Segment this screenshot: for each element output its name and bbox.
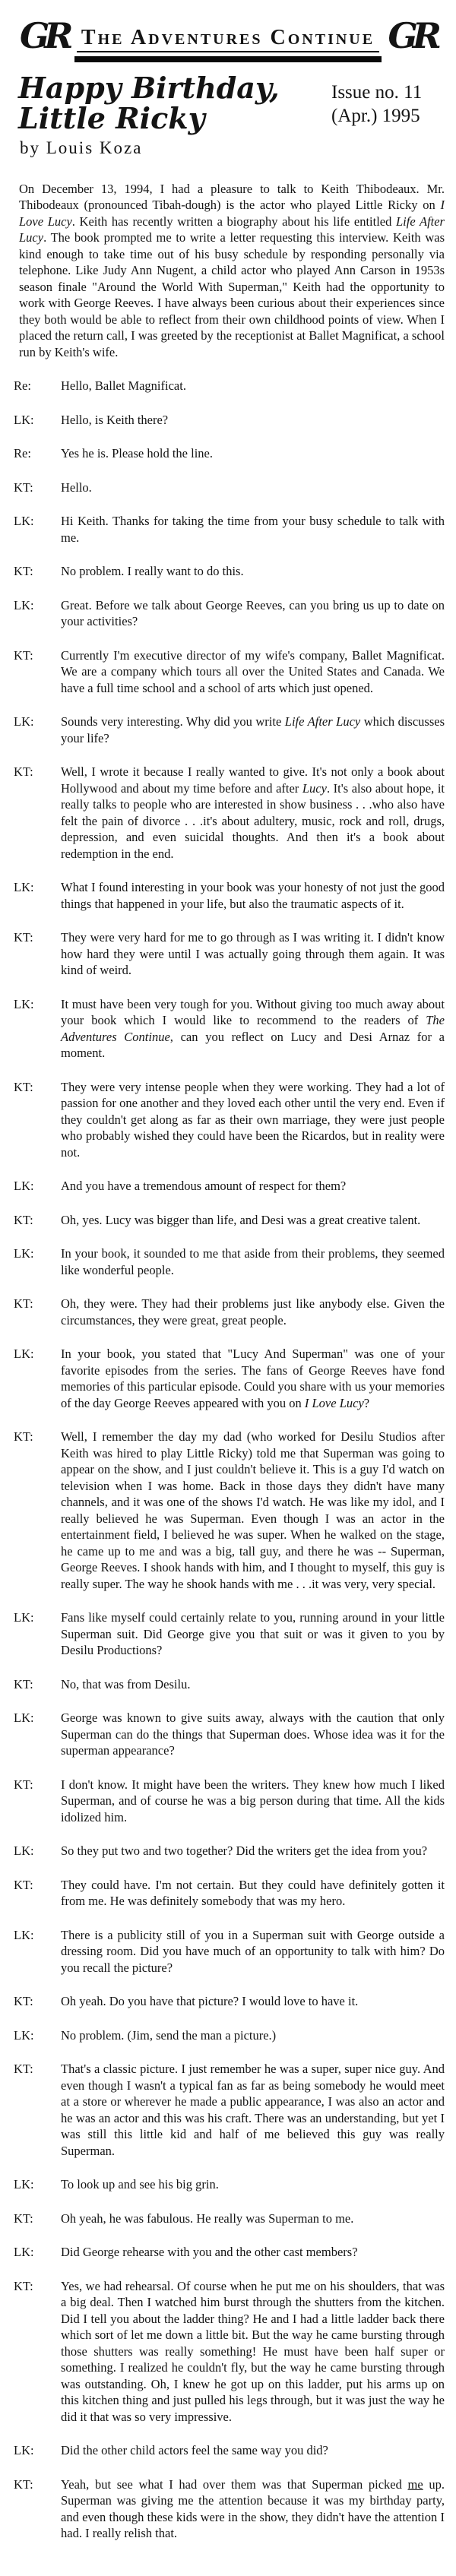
dialogue-entry (0, 2210, 456, 2227)
speaker-label: LK: (14, 2443, 34, 2458)
speaker-label: KT: (14, 1079, 33, 1094)
utterance-text: To look up and see his big grin. (61, 2177, 219, 2192)
newsletter-title: The Adventures Continue (77, 27, 379, 52)
speaker-label: KT: (14, 2062, 33, 2077)
utterance-text: Did the other child actors feel the same way you did? (61, 2443, 328, 2458)
speaker-label: LK: (14, 1246, 34, 1261)
utterance-text: Yes he is. Please hold the line. (61, 446, 213, 461)
speaker-label: KT: (14, 1212, 33, 1227)
utterance-text: Currently I'm executive director of my wife's company, Ballet Magnificat. We are a company which tours all over the United States and Canada. We have a full time school and a school of arts which just opened. (61, 647, 445, 695)
dialogue-entry (0, 1079, 456, 1161)
issue-number: Issue no. 11 (331, 82, 423, 103)
speaker-label: LK: (14, 996, 34, 1011)
speaker-label: KT: (14, 2278, 33, 2293)
speaker-label: KT: (14, 1877, 33, 1892)
speaker-label: LK: (14, 1927, 34, 1942)
title-rule (74, 56, 382, 62)
speaker-label: KT: (14, 647, 33, 663)
utterance-text: Yes, we had rehearsal. Of course when he put me on his shoulders, that was a big deal. Then I watched him burst through the shutters from the kitchen. Did I tell you about the ladder thing? He and I had a little ladder back there which sort of let me down a little bit. But the way he came bursting through those shutters was really something! He must have been half super or something. I realized he couldn't fly, but the way he came bursting through was outstanding. Oh, I knew he got up on this ladder, put his arms up on this kitchen thing and just pulled his legs through, but it was just the way he did it that was so very impressive. (61, 2278, 445, 2424)
dialogue-entry (0, 2061, 456, 2159)
speaker-label: KT: (14, 2210, 33, 2226)
speaker-label: KT: (14, 564, 33, 579)
dialogue-entry (0, 1993, 456, 2010)
dialogue-entry (0, 1877, 456, 1910)
utterance-text: Well, I remember the day my dad (who worked for Desilu Studios after Keith was hired to play Little Ricky) told me that Superman was going to appear on the show, and I just couldn't believe it. This is a guy I'd watch on television when I was home. Back in those days they didn't have many channels, and it was one of the shows I'd watch. He was like my idol, and I really believed he was Superman. Even though I was an actor in the entertainment field, I believed he was super. When he walked on the stage, he came up to me and was a big, tall guy, and there he was -- Superman, George Reeves. I shook hands with him, and I thought to myself, this guy is really super. The way he shook hands with me . . .it was very, very special. (61, 1429, 445, 1591)
utterance-text: Hello. (61, 479, 92, 495)
utterance-text: No problem. I really want to do this. (61, 564, 244, 579)
utterance-text: No problem. (Jim, send the man a picture.) (61, 2027, 277, 2043)
utterance-text: Oh yeah, he was fabulous. He really was Superman to me. (61, 2210, 354, 2226)
gr-monogram-right: GR (388, 15, 436, 56)
speaker-label: LK: (14, 597, 34, 612)
issue-date: (Apr.) 1995 (331, 106, 420, 127)
utterance-text: There is a publicity still of you in a Superman suit with George outside a dressing room. Did you have much of an opportunity to talk with him? Do you recall the picture? (61, 1927, 445, 1975)
dialogue-entry (0, 378, 456, 394)
dialogue-entry (0, 929, 456, 979)
utterance-text: Hello, is Keith there? (61, 412, 169, 427)
utterance-text: Well, I wrote it because I really wanted to give. It's not only a book about Hollywood and about my time before and after Lucy. It's also about hope, it really talks to people who are interested in show business . . .who also have felt the pain of divorce . . .it's about adultery, music, rock and roll, drugs, depression, and even suicidal thoughts. And then it's a book about redemption in the end. (61, 764, 445, 861)
utterance-text: I don't know. It might have been the writers. They knew how much I liked Superman, and of course he was a big person during that time. All the kids idolized him. (61, 1777, 445, 1824)
article-head (0, 62, 456, 134)
utterance-text: Did George rehearse with you and the other cast members? (61, 2245, 358, 2260)
dialogue-entry (0, 1346, 456, 1411)
dialogue-entry (0, 1429, 456, 1592)
utterance-text: Fans like myself could certainly relate to you, running around in your little Superman suit. Did George give you that suit or was it given to you by Desilu Productions? (61, 1610, 445, 1658)
utterance-text: What I found interesting in your book was your honesty of not just the good things that happened in your life, but also the traumatic aspects of it. (61, 880, 445, 911)
utterance-text: Oh, yes. Lucy was bigger than life, and Desi was a great creative talent. (61, 1212, 421, 1227)
utterance-text: Great. Before we talk about George Reeves, can you bring us up to date on your activities? (61, 597, 445, 629)
dialogue-entry (0, 1843, 456, 1859)
dialogue-entry (0, 1178, 456, 1195)
speaker-label: LK: (14, 1179, 34, 1194)
utterance-text: They were very intense people when they were working. They had a lot of passion for one another and they loved each other until the very end. Even if they couldn't get along as far as their own marriage, they were just people who probably wished they could have been the Ricardos, but in reality were not. (61, 1079, 445, 1160)
dialogue-entry (0, 647, 456, 697)
dialogue-entry (0, 2278, 456, 2426)
dialogue-entry (0, 1245, 456, 1278)
dialogue-entry (0, 996, 456, 1062)
dialogue-entry (0, 412, 456, 429)
dialogue-entry (0, 2027, 456, 2044)
utterance-text: So they put two and two together? Did the writers get the idea from you? (61, 1843, 428, 1859)
issue-info (331, 73, 444, 128)
speaker-label: LK: (14, 1347, 34, 1362)
speaker-label: KT: (14, 930, 33, 945)
dialogue-entry (0, 879, 456, 912)
interview-transcript (0, 378, 456, 2542)
speaker-label: LK: (14, 1843, 34, 1859)
dialogue-entry (0, 563, 456, 580)
gr-monogram-left: GR (20, 15, 68, 56)
dialogue-entry (0, 513, 456, 546)
speaker-label: LK: (14, 2177, 34, 2192)
dialogue-entry (0, 714, 456, 746)
dialogue-entry (0, 764, 456, 862)
byline: by Louis Koza (20, 138, 143, 157)
speaker-label: LK: (14, 2245, 34, 2260)
utterance-text: In your book, you stated that "Lucy And Superman" was one of your favorite episodes from the series. The fans of George Reeves have fond memories of this particular episode. Could you share with us your memories of the day George Reeves appeared with you on I Love Lucy? (61, 1347, 445, 1410)
dialogue-entry (0, 597, 456, 630)
dialogue-entry (0, 1296, 456, 1328)
dialogue-entry (0, 1777, 456, 1826)
dialogue-entry (0, 1212, 456, 1229)
speaker-label: KT: (14, 479, 33, 495)
speaker-label: LK: (14, 714, 34, 729)
speaker-label: KT: (14, 1994, 33, 2009)
dialogue-entry (0, 2244, 456, 2261)
masthead (0, 11, 456, 62)
speaker-label: LK: (14, 1610, 34, 1625)
utterance-text: It must have been very tough for you. Without giving too much away about your book which I would like to recommend to the readers of The Adventures Continue, can you reflect on Lucy and Desi Arnaz for a moment. (61, 996, 445, 1061)
utterance-text: George was known to give suits away, always with the caution that only Superman can do the things that Superman does. Whose idea was it for the superman appearance? (61, 1710, 445, 1758)
dialogue-entry (0, 1710, 456, 1759)
dialogue-entry (0, 479, 456, 496)
utterance-text: In your book, it sounded to me that aside from their problems, they seemed like wonderful people. (61, 1246, 445, 1277)
speaker-label: KT: (14, 1777, 33, 1792)
utterance-text: Hi Keith. Thanks for taking the time from your busy schedule to talk with me. (61, 514, 445, 545)
intro-paragraph: On December 13, 1994, I had a pleasure to talk to Keith Thibodeaux. Mr. Thibodeaux (pronounced Tibah-dough) is the actor who played Little Ricky on I Love Lucy. Keith has recently written a biography about his life entitled Life After Lucy. The book prompted me to write a letter requesting this interview. Keith was kind enough to take time out of his busy schedule by responding personally via telephone. Like Judy Ann Nugent, a child actor who played Ann Carson in 1953s season finale "Around the World With Superman," Keith had the opportunity to work with George Reeves. I have always been curious about their experiences since they both would be able to reflect from their own childhood points of view. When I placed the return call, I was greeted by the receptionist at Ballet Magnificat, a school run by Keith's wife. (19, 181, 445, 359)
speaker-label: KT: (14, 1429, 33, 1445)
dialogue-entry (0, 445, 456, 462)
utterance-text: Oh, they were. They had their problems just like anybody else. Given the circumstances, they were great, great people. (61, 1296, 445, 1328)
speaker-label: LK: (14, 412, 34, 427)
speaker-label: KT: (14, 1676, 33, 1691)
utterance-text: Hello, Ballet Magnificat. (61, 378, 186, 394)
dialogue-entry (0, 1676, 456, 1693)
utterance-text: Yeah, but see what I had over them was that Superman picked me up. Superman was giving me the attention because it was my birthday party, and even though these kids were in the show, they didn't have the attention I had. I really relish that. (61, 2476, 445, 2541)
utterance-text: And you have a tremendous amount of respect for them? (61, 1179, 347, 1194)
utterance-text: They could have. I'm not certain. But they could have definitely gotten it from me. He was definitely somebody that was my hero. (61, 1877, 445, 1909)
dialogue-entry (0, 2176, 456, 2193)
speaker-label: LK: (14, 1710, 34, 1726)
speaker-label: KT: (14, 764, 33, 780)
speaker-label: KT: (14, 1296, 33, 1312)
utterance-text: No, that was from Desilu. (61, 1676, 191, 1691)
speaker-label: KT: (14, 2476, 33, 2492)
speaker-label: LK: (14, 514, 34, 529)
dialogue-entry (0, 1609, 456, 1659)
speaker-label: Re: (14, 378, 31, 394)
utterance-text: Sounds very interesting. Why did you write Life After Lucy which discusses your life? (61, 714, 445, 745)
speaker-label: LK: (14, 880, 34, 895)
dialogue-entry (0, 2442, 456, 2459)
article-title: Happy Birthday, Little Ricky (18, 71, 280, 135)
dialogue-entry (0, 1927, 456, 1976)
utterance-text: That's a classic picture. I just remember he was a super, super nice guy. And even though I wasn't a typical fan as far as being somebody he would meet at a store or wherever he made a public appearance, I was also an actor and he was an actor and this was his craft. There was an understanding, but yet I was still this little kid and half of me believed this guy was really Superman. (61, 2062, 445, 2158)
utterance-text: They were very hard for me to go through as I was writing it. I didn't know how hard they were until I was actually going through them again. It was kind of weird. (61, 930, 445, 978)
speaker-label: LK: (14, 2027, 34, 2043)
masthead-center (68, 15, 388, 62)
utterance-text: Oh yeah. Do you have that picture? I would love to have it. (61, 1994, 359, 2009)
speaker-label: Re: (14, 446, 31, 461)
dialogue-entry (0, 2476, 456, 2542)
